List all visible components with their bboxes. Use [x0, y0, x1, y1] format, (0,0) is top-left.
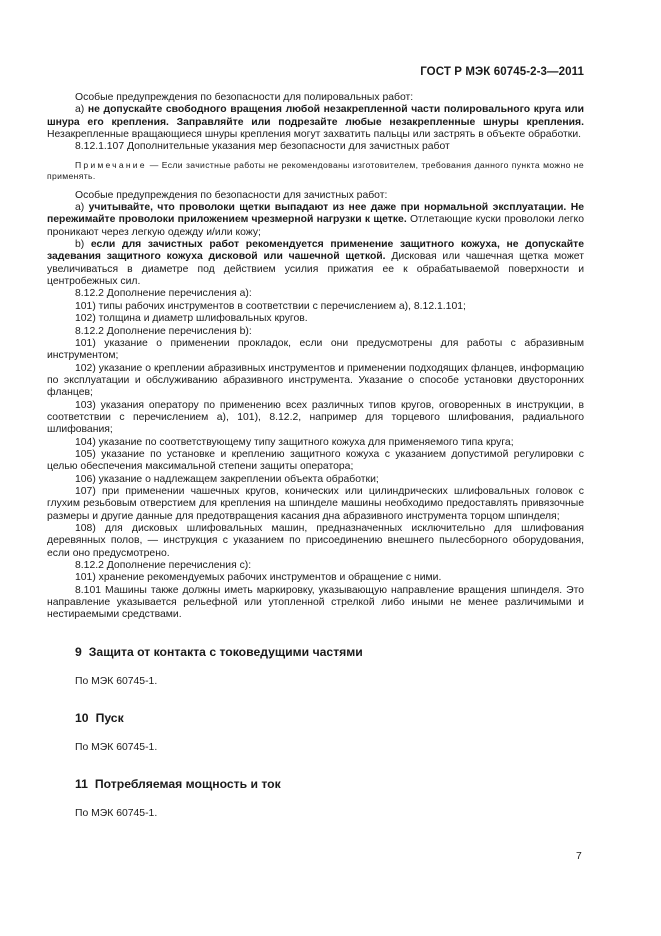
section-heading-10: 10 Пуск — [75, 711, 124, 726]
section-heading-9: 9 Защита от контакта с токоведущими частями — [75, 644, 363, 659]
paragraph: а) не допускайте свободного вращения любой незакрепленной части полировального круга или шнура его крепления. Заправляйте или подрезайте любые незакрепленные шнуры крепления. Незакрепленные вращающиеся шнуры крепления могут захватить пальцы или застрять в объекте обработки. — [47, 104, 584, 141]
subclause-heading: 8.12.1.107 Дополнительные указания мер безопасности для зачистных работ — [75, 141, 450, 153]
document-header: ГОСТ Р МЭК 60745-2-3—2011 — [420, 66, 584, 78]
list-item: 102) указание о креплении абразивных инструментов и применении подходящих фланцев, информацию по эксплуатации и обслуживанию абразивного инструмента. Указание о способе установки двусторонних фланцев; — [47, 362, 584, 399]
subclause-heading: 8.12.2 Дополнение перечисления b): — [75, 325, 252, 337]
list-item: 106) указание о надлежащем закреплении объекта обработки; — [75, 473, 379, 485]
bold-warning: если для зачистных работ рекомендуется применение защитного кожуха, не допускайте задевания защитного кожуха дисковой или чашечной щеткой. — [47, 239, 584, 263]
list-item: 102) толщина и диаметр шлифовальных кругов. — [75, 313, 308, 325]
page-body — [47, 92, 584, 821]
page-number: 7 — [576, 851, 582, 862]
note-label: Примечание — [75, 159, 147, 170]
paragraph: а) учитывайте, что проволоки щетки выпадают из нее даже при нормальной эксплуатации. Не пережимайте проволоки приложением чрезмерной нагрузки к щетке. Отлетающие куски проволоки легко проникают через легкую одежду и/или кожу; — [47, 202, 584, 238]
list-item: 101) указание о применении прокладок, если они предусмотрены для работы с абразивным инструментом; — [47, 337, 584, 362]
subclause-heading: 8.12.2 Дополнение перечисления с): — [75, 560, 252, 572]
note — [47, 160, 584, 183]
paragraph: 8.101 Машины также должны иметь маркировку, указывающую направление вращения шпинделя. Это направление указывается рельефной или утопленной стрелкой либо иными не менее различимыми и нестираемыми средствами. — [47, 584, 584, 621]
list-item: 101) типы рабочих инструментов в соответствии с перечислением а), 8.12.1.101; — [75, 300, 466, 312]
note-text: — Если зачистные работы не рекомендованы изготовителем, требования данного пункта можно не применять. — [47, 159, 584, 182]
section-body: По МЭК 60745-1. — [75, 675, 158, 687]
section-body: По МЭК 60745-1. — [75, 808, 158, 820]
paragraph: Особые предупреждения по безопасности для полировальных работ: — [75, 92, 414, 103]
section-body: По МЭК 60745-1. — [75, 742, 158, 754]
bold-warning: не допускайте свободного вращения любой незакрепленной части полировального круга или шнура его крепления. Заправляйте или подрезайте любые незакрепленные шнуры крепления. — [47, 104, 584, 128]
list-item: 108) для дисковых шлифовальных машин, предназначенных исключительно для шлифования деревянных полов, — инструкция с указанием по присоединению внешнего пылесборного оборудования, если оно предусмотрено. — [47, 523, 584, 559]
bold-warning: учитывайте, что проволоки щетки выпадают из нее даже при нормальной эксплуатации. Не пережимайте проволоки приложением чрезмерной нагрузки к щетке. — [47, 202, 584, 226]
subclause-heading: 8.12.2 Дополнение перечисления а): — [75, 288, 252, 300]
list-item: 107) при применении чашечных кругов, конических или цилиндрических шлифовальных головок с глухим резьбовым отверстием для крепления на шпинделе машины необходимо предоставлять привязочные размеры и другие данные для предотвращения касания дна абразивного инструмента торцом шпинделя; — [47, 485, 584, 522]
paragraph: b) если для зачистных работ рекомендуется применение защитного кожуха, не допускайте задевания защитного кожуха дисковой или чашечной щеткой. Дисковая или чашечная щетка может увеличиваться в диаметре под действием усилия прижатия ее к обрабатываемой поверхности и центробежных сил. — [47, 239, 584, 288]
list-item: 104) указание по соответствующему типу защитного кожуха для применяемого типа круга; — [75, 436, 514, 448]
list-item: 103) указания оператору по применению всех различных типов кругов, оговоренных в инструкции, в соответствии с перечислением а), 101), 8.12.2, например для торцевого шлифования, радиального шлифования; — [47, 399, 584, 436]
paragraph: Особые предупреждения по безопасности для зачистных работ: — [75, 189, 388, 201]
list-item: 101) хранение рекомендуемых рабочих инструментов и обращение с ними. — [75, 572, 442, 584]
list-item: 105) указание по установке и креплению защитного кожуха с указанием допустимой регулировки с целью обеспечения максимальной степени защиты оператора; — [47, 448, 584, 473]
section-heading-11: 11 Потребляемая мощность и ток — [75, 777, 281, 792]
